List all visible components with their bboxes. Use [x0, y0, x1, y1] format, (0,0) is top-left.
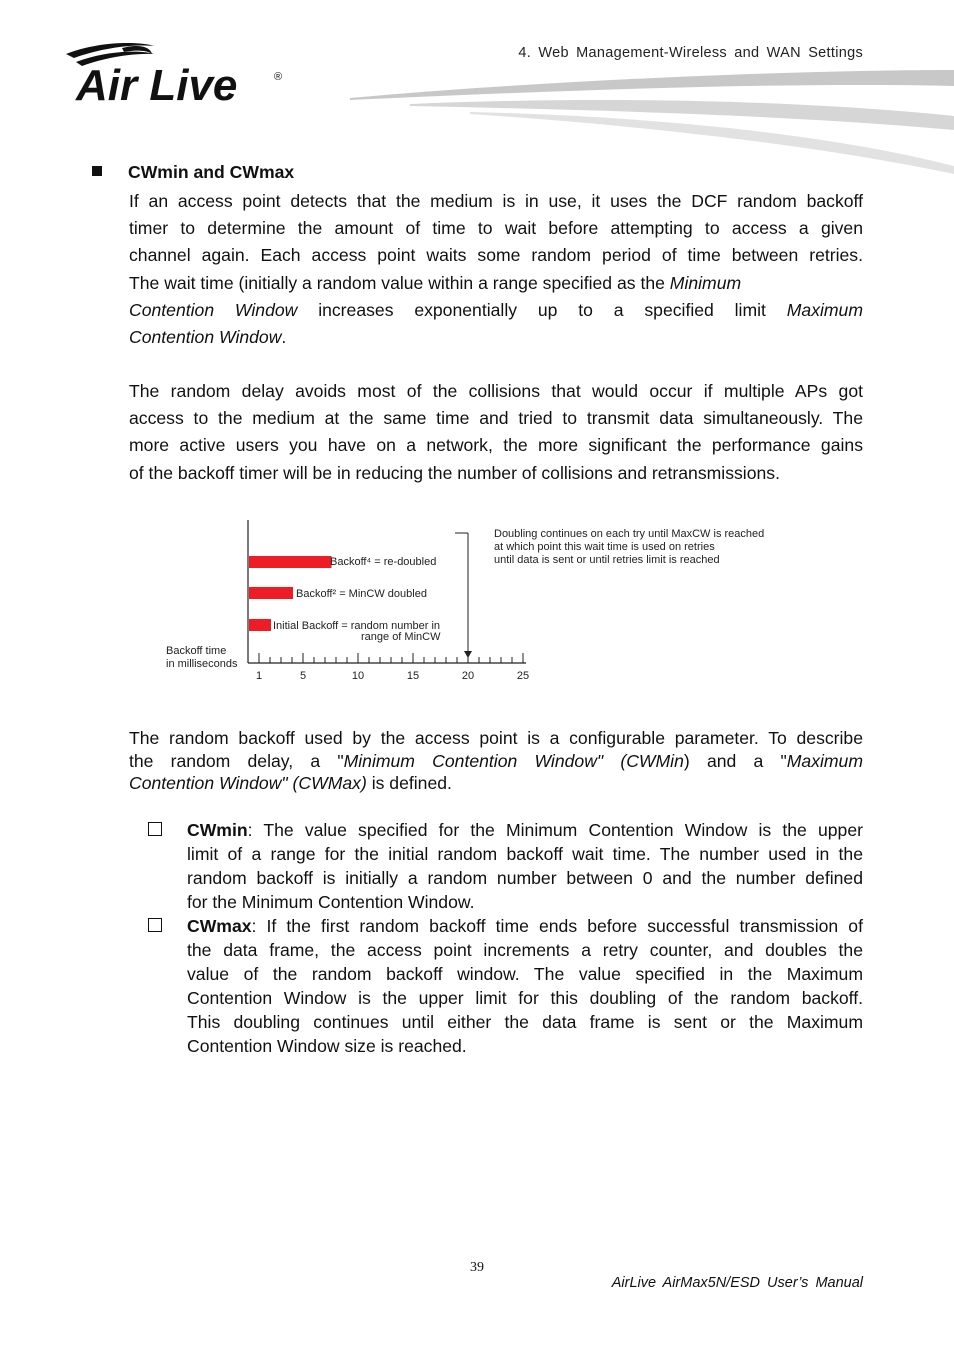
item-term: CWmax: [187, 916, 252, 936]
text-line: for the Minimum Contention Window.: [187, 892, 475, 912]
text-line: the data frame, the access point increments a retry counter, and doubles the: [187, 940, 863, 960]
airlive-logo: [62, 40, 292, 110]
text-line: random backoff is initially a random number between 0 and the number defined: [187, 868, 863, 888]
checkbox-bullet-icon: [148, 918, 162, 932]
bar-label-backoff4: Backoff⁴ = re-doubled: [330, 556, 437, 568]
x-tick-label: 20: [461, 670, 475, 682]
text-span: : The value specified for the Minimum Contention Window is the upper: [247, 820, 863, 840]
text-line: This doubling continues until either the data frame is sent or the Maximum: [187, 1012, 863, 1032]
italic-term: Maximum: [786, 299, 863, 320]
text-line: timer to determine the amount of time to wait before attempting to access a given: [129, 218, 863, 239]
backoff-chart: [160, 515, 800, 685]
footer-manual-title: AirLive AirMax5N/ESD User’s Manual: [611, 1275, 863, 1291]
italic-term: Minimum Contention Window" (CWMin: [343, 750, 684, 771]
bar-label-initial-line2: range of MinCW: [361, 631, 441, 643]
registered-mark: ®: [274, 71, 283, 83]
text-line: [129, 270, 863, 297]
text-line: channel again. Each access point waits some random period of time between retries.: [129, 245, 863, 266]
text-span: .: [281, 326, 287, 347]
x-tick-label: 15: [406, 670, 420, 682]
logo-wordmark: Air Live: [76, 61, 238, 110]
section-heading: [92, 162, 294, 183]
maxcw-arrow-icon: [464, 651, 472, 658]
text-line: value of the random backoff window. The value specified in the Maximum: [187, 964, 863, 984]
italic-term: Minimum: [669, 272, 742, 293]
text-line: The random backoff used by the access point is a configurable parameter. To describe: [129, 728, 863, 748]
text-span: : If the first random backoff time ends before successful transmission of: [251, 916, 863, 936]
text-line: [129, 772, 863, 795]
text-line: [129, 324, 863, 351]
paragraph-random-delay: [129, 378, 863, 487]
page-header-title: 4. Web Management-Wireless and WAN Settings: [518, 45, 863, 61]
text-line: Contention Window size is reached.: [187, 1036, 467, 1056]
text-line: of the backoff timer will be in reducing the number of collisions and retransmissions.: [129, 462, 780, 483]
paragraph-backoff-intro: [129, 188, 863, 351]
text-line: [187, 914, 863, 938]
item-cwmax: [187, 914, 863, 1058]
annotation-line1: Doubling continues on each try until MaxCW is reached: [494, 528, 765, 540]
italic-term: Maximum: [786, 750, 863, 771]
text-span: is defined.: [366, 773, 452, 793]
text-line: [129, 750, 863, 773]
bar-3: [249, 556, 332, 568]
x-axis-ticks: [259, 653, 523, 663]
x-tick-label: 25: [516, 670, 530, 682]
text-line: The random delay avoids most of the collisions that would occur if multiple APs got: [129, 381, 863, 401]
section-heading-text: CWmin and CWmax: [128, 162, 295, 182]
italic-term: Contention Window: [129, 326, 282, 347]
x-tick-label: 5: [299, 670, 307, 682]
annotation-line2: at which point this wait time is used on retries: [494, 541, 715, 553]
text-line: more active users you have on a network, the more significant the performance gains: [129, 435, 863, 456]
text-span: The wait time (initially a random value within a range specified as the: [129, 272, 670, 293]
square-bullet-icon: [92, 166, 102, 176]
text-line: Contention Window is the upper limit for this doubling of the random backoff.: [187, 988, 863, 1008]
header-swoosh-decoration: [350, 60, 954, 180]
italic-term: Contention Window: [129, 299, 298, 320]
bar-2: [249, 587, 293, 599]
text-line: access to the medium at the same time and tried to transmit data simultaneously. The: [129, 408, 863, 429]
text-line: [187, 818, 863, 842]
y-axis-label-line1: Backoff time: [166, 645, 227, 657]
bar-label-initial: Initial Backoff = random number in: [273, 620, 441, 632]
paragraph-configurable: [129, 727, 863, 795]
page-number: 39: [470, 1260, 484, 1275]
bar-1: [249, 619, 271, 631]
item-term: CWmin: [187, 820, 248, 840]
checkbox-bullet-icon: [148, 822, 162, 836]
x-tick-label: 1: [255, 670, 263, 682]
text-line: If an access point detects that the medium is in use, it uses the DCF random backoff: [129, 191, 863, 211]
bar-label-backoff2: Backoff² = MinCW doubled: [296, 588, 427, 600]
y-axis-label-line2: in milliseconds: [166, 658, 238, 670]
x-tick-label: 10: [351, 670, 365, 682]
text-line: [129, 297, 863, 324]
text-span: ) and a ": [683, 750, 787, 771]
item-cwmin: [187, 818, 863, 914]
text-line: limit of a range for the initial random backoff wait time. The number used in the: [187, 844, 863, 864]
text-span: increases exponentially up to a specified limit: [297, 299, 787, 320]
text-span: the random delay, a ": [129, 750, 344, 771]
italic-term: Contention Window" (CWMax): [129, 773, 367, 793]
annotation-line3: until data is sent or until retries limit is reached: [494, 554, 720, 566]
x-axis-tick-labels: [256, 670, 529, 682]
